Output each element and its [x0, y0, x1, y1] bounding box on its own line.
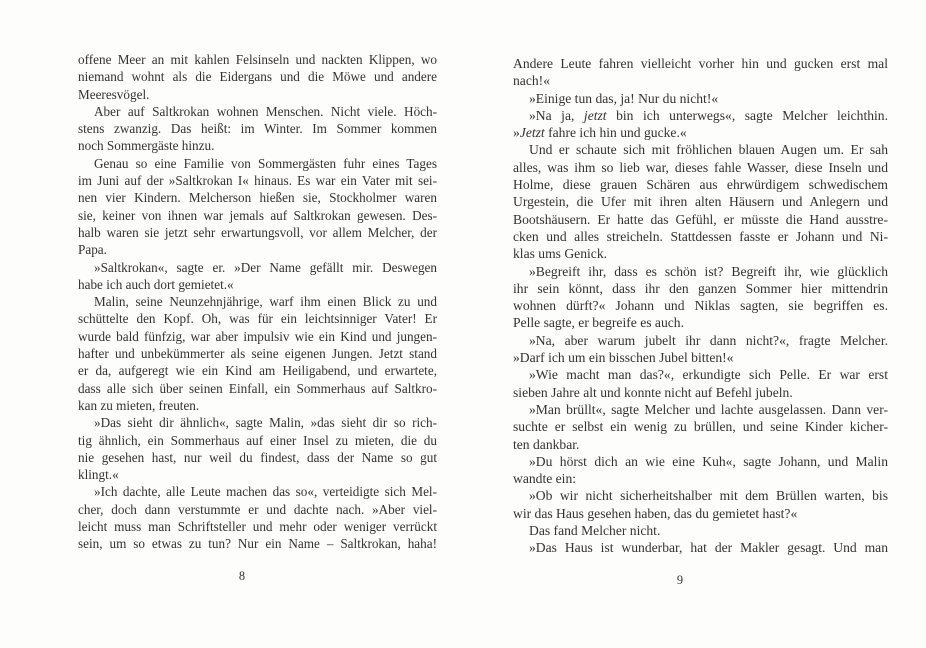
text-line: »Einige tun das, ja! Nur du nicht!«: [529, 90, 719, 106]
text-line: klingt.«: [78, 467, 119, 483]
page-right-text: [513, 55, 888, 557]
text-line: ihr sein könnt, dass ihr den ganzen Sommer hier mittendrin: [513, 280, 888, 296]
paragraph: [513, 263, 888, 332]
text-line: cken und alles streicheln. Stattdessen fasste er Johann und Ni-: [513, 228, 888, 244]
text-line: Aber auf Saltkrokan wohnen Menschen. Nicht viele. Höch-: [94, 103, 437, 119]
paragraph: [78, 414, 437, 483]
text-line: Genau so eine Familie von Sommergästen fuhr eines Tages: [94, 155, 437, 171]
paragraph: [513, 453, 888, 488]
text-line: Bootshäusern. Er hatte das Gefühl, er müsste die Hand ausstre-: [513, 211, 888, 227]
paragraph: [513, 522, 888, 539]
paragraph: [513, 487, 888, 522]
text-line: hafter und unbekümmerter als seine eigenen Jungen. Jetzt stand: [78, 346, 437, 362]
text-line: Malin, seine Neunzehnjährige, warf ihm einen Blick zu und: [94, 294, 437, 310]
paragraph: [513, 55, 888, 90]
text-line: nie gesehen hast, nur weil du findest, dass der Name so gut: [78, 449, 437, 465]
text-line: wurde bald fünfzig, war aber impulsiv wie ein Kind und jungen-: [78, 328, 437, 344]
text-line: wohnen dürft?« Johann und Niklas sagten, sie begriffen es.: [513, 298, 888, 314]
paragraph: [78, 155, 437, 259]
paragraph: [513, 366, 888, 401]
text-line: cher, doch dann verstummte er und dachte nach. »Aber viel-: [78, 501, 437, 517]
text-line: Urgestein, die Ufer mit ihren alten Häusern und Anlegern und: [513, 194, 888, 210]
text-line: »Na, aber warum jubelt ihr dann nicht?«, fragte Melcher.: [529, 332, 888, 348]
paragraph: [513, 401, 888, 453]
page-number-left: 8: [238, 569, 246, 583]
paragraph: [513, 90, 888, 107]
text-line: »Ich dachte, alle Leute machen das so«, verteidigte sich Mel-: [94, 484, 437, 500]
paragraph: [513, 539, 888, 556]
paragraph: [513, 141, 888, 262]
text-line: Das fand Melcher nicht.: [529, 523, 661, 539]
text-line: »Du hörst dich an wie eine Kuh«, sagte Johann, und Malin: [529, 453, 888, 469]
text-line: suchte er selbst ein wenig zu brüllen, und seine Kinder kicher-: [513, 419, 888, 435]
text-line: ten dankbar.: [513, 436, 580, 452]
text-line: »Jetzt fahre ich hin und gucke.«: [513, 125, 687, 141]
text-line: wir das Haus gesehen haben, das du gemietet hast?«: [513, 505, 798, 521]
text-line: nach!«: [513, 73, 550, 89]
text-line: sieben Jahre alt und konnte nicht auf Befehl jubeln.: [513, 384, 793, 400]
paragraph: [78, 293, 437, 414]
text-line: tig ähnlich, ein Sommerhaus auf einer Insel zu mieten, die du: [78, 432, 437, 448]
text-line: im Juni auf der »Saltkrokan I« hinaus. Es war ein Vater mit sei-: [78, 173, 437, 189]
text-line: kan zu mieten, freuten.: [78, 397, 200, 413]
paragraph: [78, 483, 437, 552]
text-line: wandte ein:: [513, 471, 577, 487]
text-line: nen vier Kindern. Melcherson hießen sie, Stockholmer waren: [78, 190, 437, 206]
text-line: stens zwanzig. Das heißt: im Winter. Im Sommer kommen: [78, 121, 437, 137]
text-line: dass alle sich über seinen Einfall, ein Sommerhaus auf Saltkro-: [78, 380, 437, 396]
paragraph: [513, 332, 888, 367]
text-line: »Na ja, jetzt bin ich unterwegs«, sagte Melcher leichthin.: [529, 107, 888, 123]
page-left-text: [78, 51, 437, 553]
text-line: alles, was ihm so lieb war, dieses fahle Wasser, diese Inseln und: [513, 159, 888, 175]
text-line: »Das sieht dir ähnlich«, sagte Malin, »das sieht dir so rich-: [94, 415, 437, 431]
text-line: schüttelte den Kopf. Oh, was für ein leichtsinniger Vater! Er: [78, 311, 437, 327]
text-line: habe ich auch dort gemietet.«: [78, 276, 234, 292]
text-line: offene Meer an mit kahlen Felsinseln und nackten Klippen, wo: [78, 52, 437, 67]
text-line: Andere Leute fahren vielleicht vorher hin und gucken erst mal: [513, 56, 888, 71]
text-line: »Wie macht man das?«, erkundigte sich Pelle. Er war erst: [529, 367, 888, 383]
text-line: klas ums Genick.: [513, 246, 608, 262]
paragraph: [78, 259, 437, 294]
text-line: halb waren sie jetzt sehr erwartungsvoll, vor allem Melcher, der: [78, 224, 437, 240]
text-line: er da, aufgeregt wie ein Kind am Heiligabend, und erwartete,: [78, 363, 437, 379]
text-line: Meeresvögel.: [78, 86, 150, 102]
text-line: Und er schaute sich mit fröhlichen blauen Augen um. Er sah: [529, 142, 888, 158]
text-line: »Das Haus ist wunderbar, hat der Makler gesagt. Und man: [529, 540, 888, 556]
paragraph: [78, 51, 437, 103]
text-line: sie, keiner von ihnen war jemals auf Saltkrokan gewesen. Des-: [78, 207, 437, 223]
paragraph: [513, 107, 888, 142]
text-line: leicht muss man Schriftsteller und mehr oder weniger verrückt: [78, 519, 437, 535]
text-line: niemand wohnt als die Eidergans und die Möwe und andere: [78, 69, 437, 85]
text-line: »Begreift ihr, dass es schön ist? Begreift ihr, wie glücklich: [529, 263, 888, 279]
text-line: »Saltkrokan«, sagte er. »Der Name gefällt mir. Deswegen: [94, 259, 437, 275]
page-number-right: 9: [676, 573, 684, 587]
text-line: Holme, diese grauen Schären aus ehrwürdigem schwedischem: [513, 177, 888, 193]
text-line: Papa.: [78, 242, 107, 258]
text-line: »Man brüllt«, sagte Melcher und lachte ausgelassen. Dann ver-: [529, 401, 888, 417]
paragraph: [78, 103, 437, 155]
text-line: »Darf ich um ein bisschen Jubel bitten!«: [513, 350, 734, 366]
text-line: »Ob wir nicht sicherheitshalber mit dem Brüllen warten, bis: [529, 488, 888, 504]
text-line: noch Sommergäste hinzu.: [78, 138, 215, 154]
text-line: sein, um so etwas zu tun? Nur ein Name – Saltkrokan, haha!: [78, 536, 437, 552]
text-line: Pelle sagte, er begreife es auch.: [513, 315, 684, 331]
